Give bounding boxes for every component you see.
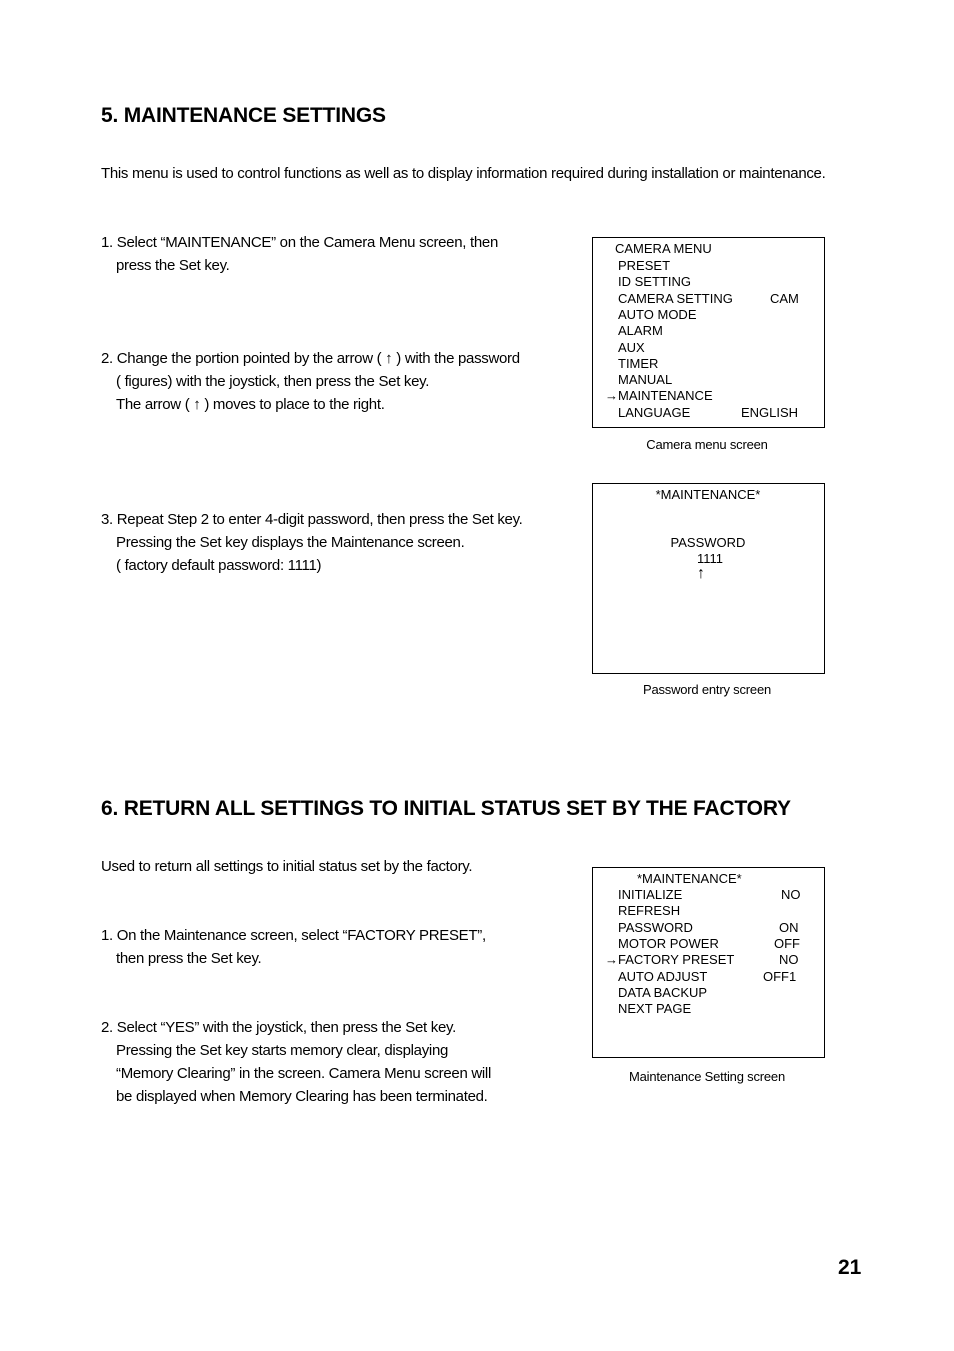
maintenance-menu-screen: *MAINTENANCE* INITIALIZE NO REFRESH PASSWORD ON MOTOR POWER OFF → FACTORY PRESET NO AUTO ADJUST OFF1 DATA BACKUP NEXT PAGE	[592, 867, 825, 1058]
step-line: 2. Select “YES” with the joystick, then press the Set key.	[101, 1019, 456, 1036]
cursor-arrow-icon: ↑	[697, 565, 705, 582]
menu-item-value: CAM	[770, 291, 799, 306]
section6-intro: Used to return all settings to initial status set by the factory.	[101, 858, 473, 875]
menu-item-value: ON	[779, 920, 799, 935]
menu-item-value: NO	[781, 887, 801, 902]
password-screen-title: *MAINTENANCE*	[655, 487, 761, 502]
camera-menu-caption: Camera menu screen	[646, 437, 768, 452]
section6-title: 6. RETURN ALL SETTINGS TO INITIAL STATUS SET BY THE FACTORY	[101, 797, 791, 820]
step-line: The arrow ( ↑ ) moves to place to the right.	[116, 396, 385, 413]
step-line: 3. Repeat Step 2 to enter 4-digit password, then press the Set key.	[101, 511, 523, 528]
step-line: then press the Set key.	[116, 950, 262, 967]
step-line: ( figures) with the joystick, then press the Set key.	[116, 373, 430, 390]
camera-menu-screen: CAMERA MENU PRESET ID SETTING CAMERA SETTING CAM AUTO MODE ALARM AUX TIMER MANUAL → MAINTENANCE LANGUAGE ENGLISH	[592, 237, 825, 428]
section5-step3	[101, 508, 523, 577]
menu-item-value: OFF	[774, 936, 800, 951]
password-screen	[592, 483, 825, 674]
password-value: 1111	[697, 551, 724, 566]
step-line: press the Set key.	[116, 257, 230, 274]
section5-step1	[101, 231, 498, 277]
menu-item-value: NO	[779, 952, 799, 967]
menu-item-value: ENGLISH	[741, 405, 799, 420]
step-line: ( factory default password: 1111)	[116, 557, 322, 574]
step-line: 2. Change the portion pointed by the arrow ( ↑ ) with the password	[101, 350, 520, 367]
arrow-right-icon: →	[605, 952, 618, 967]
step-line: be displayed when Memory Clearing has been terminated.	[116, 1088, 488, 1105]
step-line: “Memory Clearing” in the screen. Camera Menu screen will	[116, 1065, 492, 1082]
section5-step2	[101, 347, 520, 416]
password-label: PASSWORD	[670, 535, 746, 550]
section5-title: 5. MAINTENANCE SETTINGS	[101, 104, 386, 127]
section6-step2	[101, 1016, 491, 1108]
maintenance-menu-caption: Maintenance Setting screen	[629, 1069, 785, 1084]
section6-step1	[101, 924, 486, 970]
page-number: 21	[838, 1256, 862, 1279]
password-screen-caption: Password entry screen	[642, 682, 772, 697]
step-line: 1. Select “MAINTENANCE” on the Camera Menu screen, then	[101, 234, 498, 251]
step-line: Pressing the Set key displays the Maintenance screen.	[116, 534, 465, 551]
step-line: Pressing the Set key starts memory clear, displaying	[116, 1042, 449, 1059]
step-line: 1. On the Maintenance screen, select “FACTORY PRESET”,	[101, 927, 486, 944]
arrow-right-icon: →	[605, 388, 618, 403]
menu-item-value: OFF1	[763, 969, 797, 984]
section5-intro: This menu is used to control functions as well as to display information required during installation or maintenance.	[101, 165, 826, 182]
